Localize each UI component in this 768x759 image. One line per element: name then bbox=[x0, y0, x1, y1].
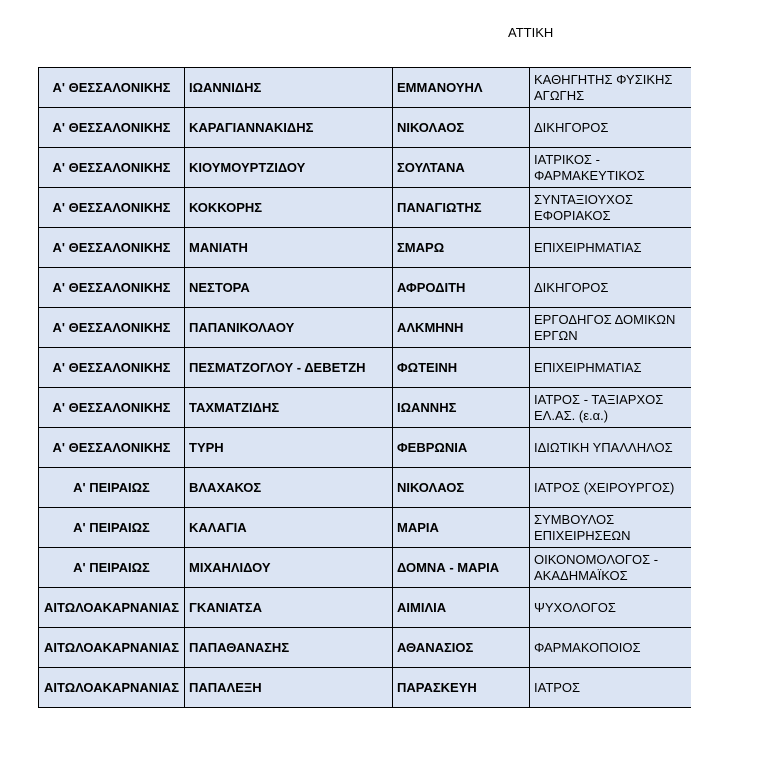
first-name-cell: ΜΑΡΙΑ bbox=[393, 508, 530, 548]
profession-cell: ΙΑΤΡΙΚΟΣ - ΦΑΡΜΑΚΕΥΤΙΚΟΣ bbox=[530, 148, 692, 188]
surname-cell: ΠΕΣΜΑΤΖΟΓΛΟΥ - ΔΕΒΕΤΖΗ bbox=[185, 348, 393, 388]
first-name-cell: ΑΘΑΝΑΣΙΟΣ bbox=[393, 628, 530, 668]
first-name-cell: ΙΩΑΝΝΗΣ bbox=[393, 388, 530, 428]
district-cell: Α' ΘΕΣΣΑΛΟΝΙΚΗΣ bbox=[39, 388, 185, 428]
district-cell: Α' ΘΕΣΣΑΛΟΝΙΚΗΣ bbox=[39, 228, 185, 268]
candidates-table bbox=[38, 67, 691, 708]
surname-cell: ΚΙΟΥΜΟΥΡΤΖΙΔΟΥ bbox=[185, 148, 393, 188]
surname-cell: ΚΑΡΑΓΙΑΝΝΑΚΙΔΗΣ bbox=[185, 108, 393, 148]
surname-cell: ΤΑΧΜΑΤΖΙΔΗΣ bbox=[185, 388, 393, 428]
table-row bbox=[39, 468, 692, 508]
table-row bbox=[39, 628, 692, 668]
table-row bbox=[39, 388, 692, 428]
profession-cell: ΣΥΜΒΟΥΛΟΣ ΕΠΙΧΕΙΡΗΣΕΩΝ bbox=[530, 508, 692, 548]
district-cell: Α' ΘΕΣΣΑΛΟΝΙΚΗΣ bbox=[39, 268, 185, 308]
table-row bbox=[39, 108, 692, 148]
district-cell: Α' ΘΕΣΣΑΛΟΝΙΚΗΣ bbox=[39, 68, 185, 108]
candidates-table-body bbox=[39, 68, 692, 708]
table-row bbox=[39, 308, 692, 348]
profession-cell: ΣΥΝΤΑΞΙΟΥΧΟΣ ΕΦΟΡΙΑΚΟΣ bbox=[530, 188, 692, 228]
district-cell: Α' ΠΕΙΡΑΙΩΣ bbox=[39, 508, 185, 548]
table-row bbox=[39, 428, 692, 468]
profession-cell: ΚΑΘΗΓΗΤΗΣ ΦΥΣΙΚΗΣ ΑΓΩΓΗΣ bbox=[530, 68, 692, 108]
profession-cell: ΙΑΤΡΟΣ bbox=[530, 668, 692, 708]
first-name-cell: ΝΙΚΟΛΑΟΣ bbox=[393, 108, 530, 148]
table-row bbox=[39, 148, 692, 188]
first-name-cell: ΔΟΜΝΑ - ΜΑΡΙΑ bbox=[393, 548, 530, 588]
district-cell: ΑΙΤΩΛΟΑΚΑΡΝΑΝΙΑΣ bbox=[39, 668, 185, 708]
first-name-cell: ΝΙΚΟΛΑΟΣ bbox=[393, 468, 530, 508]
first-name-cell: ΑΛΚΜΗΝΗ bbox=[393, 308, 530, 348]
district-cell: Α' ΘΕΣΣΑΛΟΝΙΚΗΣ bbox=[39, 188, 185, 228]
region-heading: ΑΤΤΙΚΗ bbox=[508, 25, 554, 40]
table-row bbox=[39, 348, 692, 388]
table-row bbox=[39, 588, 692, 628]
profession-cell: ΕΠΙΧΕΙΡΗΜΑΤΙΑΣ bbox=[530, 348, 692, 388]
table-row bbox=[39, 508, 692, 548]
first-name-cell: ΦΕΒΡΩΝΙΑ bbox=[393, 428, 530, 468]
table-row bbox=[39, 228, 692, 268]
first-name-cell: ΑΙΜΙΛΙΑ bbox=[393, 588, 530, 628]
surname-cell: ΓΚΑΝΙΑΤΣΑ bbox=[185, 588, 393, 628]
surname-cell: ΜΙΧΑΗΛΙΔΟΥ bbox=[185, 548, 393, 588]
surname-cell: ΚΑΛΑΓΙΑ bbox=[185, 508, 393, 548]
first-name-cell: ΣΟΥΛΤΑΝΑ bbox=[393, 148, 530, 188]
profession-cell: ΔΙΚΗΓΟΡΟΣ bbox=[530, 268, 692, 308]
surname-cell: ΜΑΝΙΑΤΗ bbox=[185, 228, 393, 268]
first-name-cell: ΠΑΡΑΣΚΕΥΗ bbox=[393, 668, 530, 708]
profession-cell: ΙΔΙΩΤΙΚΗ ΥΠΑΛΛΗΛΟΣ bbox=[530, 428, 692, 468]
district-cell: Α' ΘΕΣΣΑΛΟΝΙΚΗΣ bbox=[39, 428, 185, 468]
district-cell: Α' ΘΕΣΣΑΛΟΝΙΚΗΣ bbox=[39, 348, 185, 388]
first-name-cell: ΣΜΑΡΩ bbox=[393, 228, 530, 268]
district-cell: ΑΙΤΩΛΟΑΚΑΡΝΑΝΙΑΣ bbox=[39, 628, 185, 668]
district-cell: Α' ΠΕΙΡΑΙΩΣ bbox=[39, 468, 185, 508]
surname-cell: ΙΩΑΝΝΙΔΗΣ bbox=[185, 68, 393, 108]
profession-cell: ΙΑΤΡΟΣ - ΤΑΞΙΑΡΧΟΣ ΕΛ.ΑΣ. (ε.α.) bbox=[530, 388, 692, 428]
table-row bbox=[39, 668, 692, 708]
district-cell: Α' ΘΕΣΣΑΛΟΝΙΚΗΣ bbox=[39, 148, 185, 188]
district-cell: Α' ΘΕΣΣΑΛΟΝΙΚΗΣ bbox=[39, 308, 185, 348]
surname-cell: ΠΑΠΑΛΕΞΗ bbox=[185, 668, 393, 708]
profession-cell: ΙΑΤΡΟΣ (ΧΕΙΡΟΥΡΓΟΣ) bbox=[530, 468, 692, 508]
profession-cell: ΕΠΙΧΕΙΡΗΜΑΤΙΑΣ bbox=[530, 228, 692, 268]
profession-cell: ΔΙΚΗΓΟΡΟΣ bbox=[530, 108, 692, 148]
first-name-cell: ΑΦΡΟΔΙΤΗ bbox=[393, 268, 530, 308]
table-row bbox=[39, 68, 692, 108]
surname-cell: ΚΟΚΚΟΡΗΣ bbox=[185, 188, 393, 228]
surname-cell: ΠΑΠΑΝΙΚΟΛΑΟΥ bbox=[185, 308, 393, 348]
district-cell: ΑΙΤΩΛΟΑΚΑΡΝΑΝΙΑΣ bbox=[39, 588, 185, 628]
surname-cell: ΒΛΑΧΑΚΟΣ bbox=[185, 468, 393, 508]
first-name-cell: ΠΑΝΑΓΙΩΤΗΣ bbox=[393, 188, 530, 228]
district-cell: Α' ΘΕΣΣΑΛΟΝΙΚΗΣ bbox=[39, 108, 185, 148]
first-name-cell: ΦΩΤΕΙΝΗ bbox=[393, 348, 530, 388]
surname-cell: ΠΑΠΑΘΑΝΑΣΗΣ bbox=[185, 628, 393, 668]
table-row bbox=[39, 548, 692, 588]
table-row bbox=[39, 188, 692, 228]
district-cell: Α' ΠΕΙΡΑΙΩΣ bbox=[39, 548, 185, 588]
surname-cell: ΤΥΡΗ bbox=[185, 428, 393, 468]
profession-cell: ΦΑΡΜΑΚΟΠΟΙΟΣ bbox=[530, 628, 692, 668]
surname-cell: ΝΕΣΤΟΡΑ bbox=[185, 268, 393, 308]
profession-cell: ΨΥΧΟΛΟΓΟΣ bbox=[530, 588, 692, 628]
profession-cell: ΕΡΓΟΔΗΓΟΣ ΔΟΜΙΚΩΝ ΕΡΓΩΝ bbox=[530, 308, 692, 348]
table-row bbox=[39, 268, 692, 308]
first-name-cell: ΕΜΜΑΝΟΥΗΛ bbox=[393, 68, 530, 108]
profession-cell: ΟΙΚΟΝΟΜΟΛΟΓΟΣ - ΑΚΑΔΗΜΑΪΚΟΣ bbox=[530, 548, 692, 588]
